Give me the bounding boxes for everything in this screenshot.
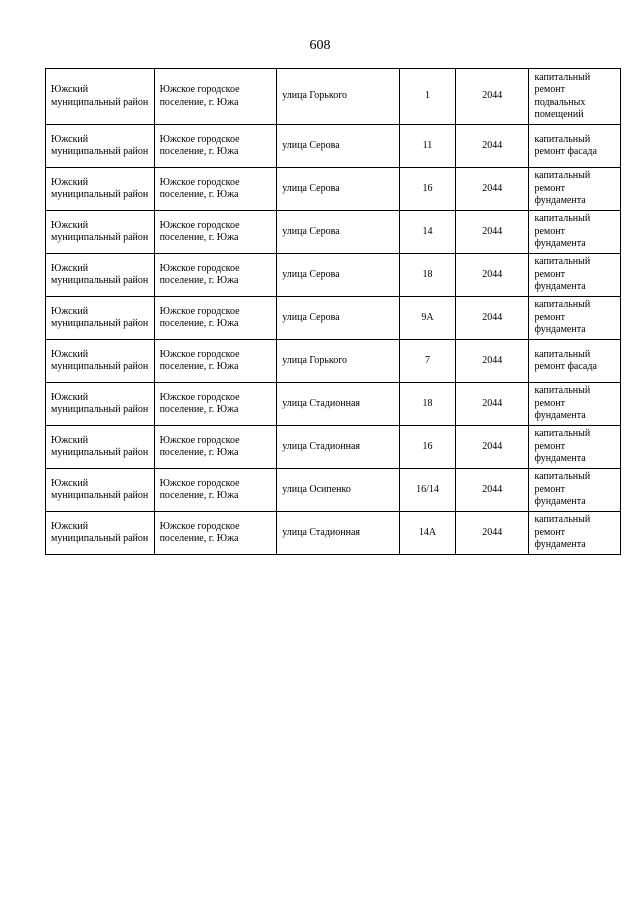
street-cell: улица Стадионная bbox=[277, 512, 400, 555]
work-type-cell: капитальный ремонт фундамента bbox=[529, 469, 621, 512]
page-number: 608 bbox=[309, 38, 331, 53]
district-cell: Южский муниципальный район bbox=[46, 340, 155, 383]
street-cell: улица Серова bbox=[277, 211, 400, 254]
work-type-cell: капитальный ремонт фундамента bbox=[529, 426, 621, 469]
work-type-cell: капитальный ремонт фундамента bbox=[529, 297, 621, 340]
settlement-cell: Южское городское поселение, г. Южа bbox=[154, 211, 277, 254]
work-type-cell: капитальный ремонт фундамента bbox=[529, 211, 621, 254]
year-cell: 2044 bbox=[456, 69, 529, 125]
street-cell: улица Горького bbox=[277, 340, 400, 383]
table-row bbox=[46, 469, 621, 512]
work-type-cell: капитальный ремонт фундамента bbox=[529, 383, 621, 426]
street-cell: улица Стадионная bbox=[277, 383, 400, 426]
year-cell: 2044 bbox=[456, 340, 529, 383]
table-row bbox=[46, 211, 621, 254]
house-number-cell: 14 bbox=[399, 211, 455, 254]
house-number-cell: 16/14 bbox=[399, 469, 455, 512]
table-row bbox=[46, 168, 621, 211]
house-number-cell: 14А bbox=[399, 512, 455, 555]
table-row bbox=[46, 254, 621, 297]
work-type-cell: капитальный ремонт фасада bbox=[529, 125, 621, 168]
house-number-cell: 18 bbox=[399, 383, 455, 426]
repair-schedule-table bbox=[45, 68, 621, 555]
table-row bbox=[46, 383, 621, 426]
district-cell: Южский муниципальный район bbox=[46, 211, 155, 254]
settlement-cell: Южское городское поселение, г. Южа bbox=[154, 469, 277, 512]
district-cell: Южский муниципальный район bbox=[46, 254, 155, 297]
table-row bbox=[46, 69, 621, 125]
year-cell: 2044 bbox=[456, 512, 529, 555]
house-number-cell: 16 bbox=[399, 168, 455, 211]
work-type-cell: капитальный ремонт фундамента bbox=[529, 512, 621, 555]
table-row bbox=[46, 297, 621, 340]
settlement-cell: Южское городское поселение, г. Южа bbox=[154, 254, 277, 297]
year-cell: 2044 bbox=[456, 254, 529, 297]
year-cell: 2044 bbox=[456, 426, 529, 469]
settlement-cell: Южское городское поселение, г. Южа bbox=[154, 297, 277, 340]
year-cell: 2044 bbox=[456, 125, 529, 168]
settlement-cell: Южское городское поселение, г. Южа bbox=[154, 168, 277, 211]
district-cell: Южский муниципальный район bbox=[46, 512, 155, 555]
house-number-cell: 1 bbox=[399, 69, 455, 125]
settlement-cell: Южское городское поселение, г. Южа bbox=[154, 383, 277, 426]
settlement-cell: Южское городское поселение, г. Южа bbox=[154, 69, 277, 125]
street-cell: улица Серова bbox=[277, 297, 400, 340]
street-cell: улица Серова bbox=[277, 254, 400, 297]
street-cell: улица Стадионная bbox=[277, 426, 400, 469]
work-type-cell: капитальный ремонт фундамента bbox=[529, 254, 621, 297]
work-type-cell: капитальный ремонт фасада bbox=[529, 340, 621, 383]
table-row bbox=[46, 340, 621, 383]
table-row bbox=[46, 426, 621, 469]
work-type-cell: капитальный ремонт подвальных помещений bbox=[529, 69, 621, 125]
house-number-cell: 7 bbox=[399, 340, 455, 383]
table-row bbox=[46, 512, 621, 555]
year-cell: 2044 bbox=[456, 168, 529, 211]
settlement-cell: Южское городское поселение, г. Южа bbox=[154, 340, 277, 383]
year-cell: 2044 bbox=[456, 469, 529, 512]
settlement-cell: Южское городское поселение, г. Южа bbox=[154, 426, 277, 469]
district-cell: Южский муниципальный район bbox=[46, 469, 155, 512]
street-cell: улица Осипенко bbox=[277, 469, 400, 512]
table-row bbox=[46, 125, 621, 168]
district-cell: Южский муниципальный район bbox=[46, 383, 155, 426]
house-number-cell: 18 bbox=[399, 254, 455, 297]
work-type-cell: капитальный ремонт фундамента bbox=[529, 168, 621, 211]
district-cell: Южский муниципальный район bbox=[46, 125, 155, 168]
district-cell: Южский муниципальный район bbox=[46, 168, 155, 211]
house-number-cell: 9А bbox=[399, 297, 455, 340]
year-cell: 2044 bbox=[456, 297, 529, 340]
district-cell: Южский муниципальный район bbox=[46, 69, 155, 125]
district-cell: Южский муниципальный район bbox=[46, 297, 155, 340]
street-cell: улица Горького bbox=[277, 69, 400, 125]
street-cell: улица Серова bbox=[277, 125, 400, 168]
settlement-cell: Южское городское поселение, г. Южа bbox=[154, 125, 277, 168]
house-number-cell: 11 bbox=[399, 125, 455, 168]
district-cell: Южский муниципальный район bbox=[46, 426, 155, 469]
street-cell: улица Серова bbox=[277, 168, 400, 211]
house-number-cell: 16 bbox=[399, 426, 455, 469]
year-cell: 2044 bbox=[456, 211, 529, 254]
settlement-cell: Южское городское поселение, г. Южа bbox=[154, 512, 277, 555]
year-cell: 2044 bbox=[456, 383, 529, 426]
